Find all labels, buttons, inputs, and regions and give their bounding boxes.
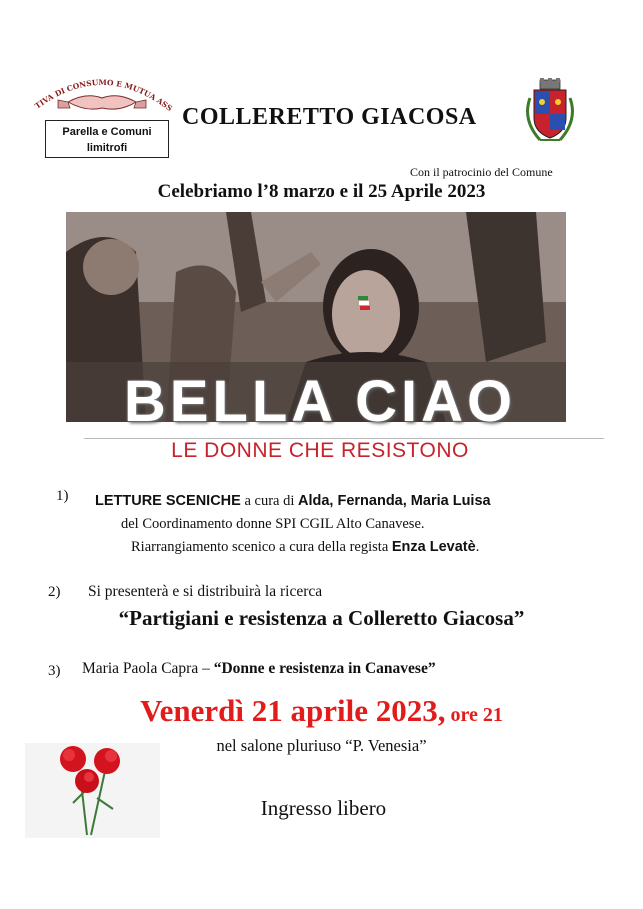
entry-note: Ingresso libero: [260, 796, 387, 820]
red-carnations-icon: [25, 743, 160, 838]
item-3-number: 3): [48, 663, 61, 679]
item-1-connector: a cura di: [240, 493, 298, 509]
event-date: [0, 693, 643, 729]
item-1-line-2: del Coordinamento donne SPI CGIL Alto Canavese.: [121, 516, 425, 532]
item-1-line-1: [95, 490, 615, 513]
item-1: [95, 490, 615, 559]
item-1-line-3: [95, 536, 615, 559]
item-3: [82, 660, 436, 678]
event-headline: Celebriamo l’8 marzo e il 25 Aprile 2023: [157, 181, 486, 202]
patronage-note: Con il patrocinio del Comune: [410, 165, 553, 179]
coop-location-box: [45, 120, 169, 158]
banner-subtitle: LE DONNE CHE RESISTONO: [171, 439, 469, 462]
cooperative-logo: [28, 68, 176, 122]
item-1-names: Alda, Fernanda, Maria Luisa: [298, 493, 491, 509]
coop-box-line-1: Parella e Comuni: [62, 126, 152, 138]
event-date-text: Venerdì 21 aprile 2023,: [140, 693, 446, 728]
municipal-crest-icon: [520, 78, 580, 152]
item-1-director: Enza Levatè: [391, 539, 476, 555]
item-3-title: “Donne e resistenza in Canavese”: [213, 660, 436, 677]
event-time: ore 21: [445, 704, 503, 726]
item-1-line-3-pre: Riarrangiamento scenico a cura della regista: [131, 539, 392, 555]
coop-box-line-2: limitrofi: [86, 142, 128, 154]
item-1-line-3-post: .: [475, 539, 480, 555]
svg-text:COOPERATIVA DI CONSUMO E MUTUA: TIVA DI CONSUMO E MUTUA ASS: [33, 77, 174, 113]
town-name: COLLERETTO GIACOSA: [182, 104, 477, 130]
event-venue: nel salone pluriuso “P. Venesia”: [216, 736, 427, 755]
item-2-number: 2): [48, 584, 61, 600]
item-1-number: 1): [56, 488, 69, 504]
item-3-author: Maria Paola Capra –: [82, 660, 214, 677]
banner-title: BELLA CIAO: [123, 369, 517, 434]
item-1-title: LETTURE SCENICHE: [95, 493, 241, 509]
item-2-title: “Partigiani e resistenza a Colleretto Giacosa”: [118, 606, 525, 630]
item-2-text: Si presenterà e si distribuirà la ricerca: [88, 583, 323, 600]
